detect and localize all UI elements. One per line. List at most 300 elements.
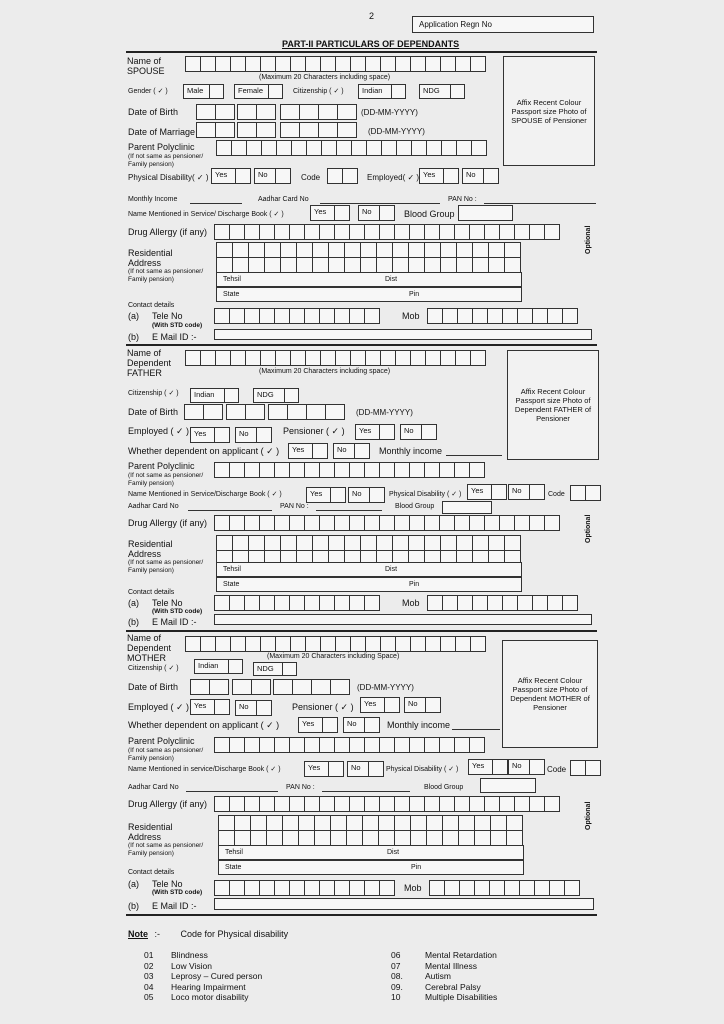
address-cell[interactable] xyxy=(409,243,425,258)
char-cell[interactable] xyxy=(245,350,261,366)
spouse-employed-no-checkbox[interactable] xyxy=(483,168,499,184)
address-cell[interactable] xyxy=(345,536,361,551)
gender-male-checkbox[interactable] xyxy=(209,84,224,99)
address-cell[interactable] xyxy=(457,258,473,273)
char-cell[interactable] xyxy=(562,595,578,611)
char-cell[interactable] xyxy=(246,140,262,156)
char-cell[interactable] xyxy=(319,308,335,324)
application-regn-field[interactable] xyxy=(412,16,594,33)
char-cell[interactable] xyxy=(275,56,291,72)
char-cell[interactable] xyxy=(489,880,505,896)
char-cell[interactable] xyxy=(274,737,290,753)
char-cell[interactable] xyxy=(306,140,322,156)
father-employed-no-checkbox[interactable] xyxy=(256,427,272,443)
char-cell[interactable] xyxy=(472,308,488,324)
char-cell[interactable] xyxy=(394,737,410,753)
char-cell[interactable] xyxy=(379,737,395,753)
char-cell[interactable] xyxy=(502,308,518,324)
address-cell[interactable] xyxy=(235,816,251,831)
char-cell[interactable] xyxy=(229,224,245,240)
father-name-input[interactable] xyxy=(185,350,485,366)
char-cell[interactable] xyxy=(549,880,565,896)
address-cell[interactable] xyxy=(249,258,265,273)
char-cell[interactable] xyxy=(455,636,471,652)
spouse-name-service-yes-checkbox[interactable] xyxy=(334,205,350,221)
address-cell[interactable] xyxy=(283,816,299,831)
char-cell[interactable] xyxy=(256,104,276,120)
char-cell[interactable] xyxy=(564,880,580,896)
char-cell[interactable] xyxy=(229,308,245,324)
char-cell[interactable] xyxy=(395,636,411,652)
address-cell[interactable] xyxy=(219,831,235,846)
char-cell[interactable] xyxy=(311,679,331,695)
address-cell[interactable] xyxy=(457,536,473,551)
address-cell[interactable] xyxy=(347,831,363,846)
address-cell[interactable] xyxy=(395,831,411,846)
father-citizenship-ndg-checkbox[interactable] xyxy=(284,388,299,403)
char-cell[interactable] xyxy=(429,880,445,896)
address-cell[interactable] xyxy=(491,831,507,846)
address-cell[interactable] xyxy=(441,258,457,273)
address-cell[interactable] xyxy=(329,536,345,551)
char-cell[interactable] xyxy=(245,404,265,420)
address-cell[interactable] xyxy=(409,258,425,273)
spouse-polyclinic-input[interactable] xyxy=(216,140,486,156)
citizenship-indian-checkbox[interactable] xyxy=(391,84,406,99)
spouse-code-input[interactable] xyxy=(327,168,357,184)
mother-dob-day[interactable] xyxy=(190,679,228,695)
spouse-email-input[interactable] xyxy=(214,329,592,340)
char-cell[interactable] xyxy=(499,224,515,240)
char-cell[interactable] xyxy=(424,796,440,812)
address-cell[interactable] xyxy=(345,258,361,273)
char-cell[interactable] xyxy=(214,595,230,611)
char-cell[interactable] xyxy=(244,796,260,812)
address-cell[interactable] xyxy=(489,243,505,258)
char-cell[interactable] xyxy=(229,515,245,531)
char-cell[interactable] xyxy=(454,462,470,478)
char-cell[interactable] xyxy=(365,636,381,652)
father-dependent-no[interactable] xyxy=(333,443,355,459)
char-cell[interactable] xyxy=(260,350,276,366)
char-cell[interactable] xyxy=(365,350,381,366)
char-cell[interactable] xyxy=(244,515,260,531)
address-cell[interactable] xyxy=(315,831,331,846)
char-cell[interactable] xyxy=(318,104,338,120)
address-cell[interactable] xyxy=(475,831,491,846)
mother-pensioner-yes[interactable] xyxy=(360,697,385,713)
char-cell[interactable] xyxy=(251,679,271,695)
char-cell[interactable] xyxy=(410,56,426,72)
address-cell[interactable] xyxy=(267,816,283,831)
char-cell[interactable] xyxy=(259,880,275,896)
char-cell[interactable] xyxy=(349,595,365,611)
mother-pensioner-yes-checkbox[interactable] xyxy=(384,697,400,713)
char-cell[interactable] xyxy=(502,595,518,611)
address-cell[interactable] xyxy=(361,258,377,273)
char-cell[interactable] xyxy=(304,796,320,812)
char-cell[interactable] xyxy=(237,104,257,120)
char-cell[interactable] xyxy=(440,56,456,72)
char-cell[interactable] xyxy=(381,140,397,156)
address-cell[interactable] xyxy=(233,258,249,273)
address-cell[interactable] xyxy=(299,831,315,846)
char-cell[interactable] xyxy=(203,404,223,420)
char-cell[interactable] xyxy=(185,636,201,652)
char-cell[interactable] xyxy=(532,308,548,324)
char-cell[interactable] xyxy=(379,515,395,531)
mother-address-grid[interactable] xyxy=(218,815,523,846)
char-cell[interactable] xyxy=(289,595,305,611)
char-cell[interactable] xyxy=(427,595,443,611)
spouse-dom-month[interactable] xyxy=(237,122,275,138)
char-cell[interactable] xyxy=(259,308,275,324)
char-cell[interactable] xyxy=(274,515,290,531)
char-cell[interactable] xyxy=(289,462,305,478)
father-name-service-no[interactable] xyxy=(348,487,370,503)
char-cell[interactable] xyxy=(200,56,216,72)
father-tehsil-dist-row[interactable] xyxy=(216,562,522,577)
citizenship-ndg-option[interactable] xyxy=(419,84,451,99)
char-cell[interactable] xyxy=(337,122,357,138)
char-cell[interactable] xyxy=(425,636,441,652)
char-cell[interactable] xyxy=(350,56,366,72)
char-cell[interactable] xyxy=(334,308,350,324)
address-cell[interactable] xyxy=(265,258,281,273)
char-cell[interactable] xyxy=(335,56,351,72)
address-cell[interactable] xyxy=(267,831,283,846)
char-cell[interactable] xyxy=(499,796,515,812)
spouse-dom-day[interactable] xyxy=(196,122,234,138)
char-cell[interactable] xyxy=(440,350,456,366)
char-cell[interactable] xyxy=(570,485,586,501)
mother-dependent-no-checkbox[interactable] xyxy=(364,717,380,733)
mother-name-service-yes[interactable] xyxy=(304,761,329,777)
address-cell[interactable] xyxy=(251,831,267,846)
char-cell[interactable] xyxy=(469,462,485,478)
char-cell[interactable] xyxy=(261,140,277,156)
address-cell[interactable] xyxy=(235,831,251,846)
char-cell[interactable] xyxy=(230,56,246,72)
address-cell[interactable] xyxy=(475,816,491,831)
mother-dependent-no[interactable] xyxy=(343,717,365,733)
char-cell[interactable] xyxy=(424,515,440,531)
char-cell[interactable] xyxy=(215,104,235,120)
char-cell[interactable] xyxy=(289,224,305,240)
father-disability-yes-checkbox[interactable] xyxy=(491,484,507,500)
spouse-drug-allergy-input[interactable] xyxy=(214,224,559,240)
father-disability-no-checkbox[interactable] xyxy=(529,484,545,500)
char-cell[interactable] xyxy=(349,224,365,240)
address-cell[interactable] xyxy=(379,831,395,846)
address-cell[interactable] xyxy=(425,536,441,551)
char-cell[interactable] xyxy=(366,140,382,156)
char-cell[interactable] xyxy=(334,515,350,531)
mother-email-input[interactable] xyxy=(214,898,594,910)
char-cell[interactable] xyxy=(305,350,321,366)
address-cell[interactable] xyxy=(411,831,427,846)
char-cell[interactable] xyxy=(424,224,440,240)
char-cell[interactable] xyxy=(487,308,503,324)
father-dependent-yes[interactable] xyxy=(288,443,313,459)
char-cell[interactable] xyxy=(409,462,425,478)
char-cell[interactable] xyxy=(349,880,365,896)
char-cell[interactable] xyxy=(349,737,365,753)
char-cell[interactable] xyxy=(470,350,486,366)
char-cell[interactable] xyxy=(425,56,441,72)
char-cell[interactable] xyxy=(439,515,455,531)
mother-citizenship-indian-checkbox[interactable] xyxy=(228,659,243,674)
address-cell[interactable] xyxy=(473,536,489,551)
address-cell[interactable] xyxy=(265,536,281,551)
father-citizenship-ndg[interactable] xyxy=(253,388,285,403)
char-cell[interactable] xyxy=(214,737,230,753)
char-cell[interactable] xyxy=(259,796,275,812)
char-cell[interactable] xyxy=(380,636,396,652)
char-cell[interactable] xyxy=(276,140,292,156)
char-cell[interactable] xyxy=(349,796,365,812)
char-cell[interactable] xyxy=(244,462,260,478)
char-cell[interactable] xyxy=(380,56,396,72)
address-cell[interactable] xyxy=(313,258,329,273)
char-cell[interactable] xyxy=(334,880,350,896)
father-tele-input[interactable] xyxy=(214,595,379,611)
char-cell[interactable] xyxy=(230,350,246,366)
address-cell[interactable] xyxy=(379,816,395,831)
address-cell[interactable] xyxy=(427,816,443,831)
char-cell[interactable] xyxy=(185,350,201,366)
spouse-name-service-no-checkbox[interactable] xyxy=(379,205,395,221)
spouse-name-service-no[interactable] xyxy=(358,205,380,221)
char-cell[interactable] xyxy=(517,308,533,324)
father-state-pin-row[interactable] xyxy=(216,577,522,592)
char-cell[interactable] xyxy=(409,796,425,812)
char-cell[interactable] xyxy=(231,140,247,156)
char-cell[interactable] xyxy=(319,462,335,478)
char-cell[interactable] xyxy=(290,350,306,366)
char-cell[interactable] xyxy=(319,515,335,531)
address-cell[interactable] xyxy=(457,243,473,258)
char-cell[interactable] xyxy=(350,350,366,366)
char-cell[interactable] xyxy=(457,595,473,611)
char-cell[interactable] xyxy=(455,350,471,366)
char-cell[interactable] xyxy=(439,462,455,478)
char-cell[interactable] xyxy=(245,56,261,72)
spouse-employed-yes-checkbox[interactable] xyxy=(443,168,459,184)
address-cell[interactable] xyxy=(441,536,457,551)
char-cell[interactable] xyxy=(304,224,320,240)
gender-female-checkbox[interactable] xyxy=(268,84,283,99)
address-cell[interactable] xyxy=(489,258,505,273)
char-cell[interactable] xyxy=(444,880,460,896)
char-cell[interactable] xyxy=(365,56,381,72)
char-cell[interactable] xyxy=(457,308,473,324)
char-cell[interactable] xyxy=(504,880,520,896)
address-cell[interactable] xyxy=(315,816,331,831)
mother-dependent-yes-checkbox[interactable] xyxy=(322,717,338,733)
char-cell[interactable] xyxy=(547,595,563,611)
char-cell[interactable] xyxy=(455,56,471,72)
address-cell[interactable] xyxy=(505,536,521,551)
char-cell[interactable] xyxy=(232,679,252,695)
address-cell[interactable] xyxy=(219,816,235,831)
address-cell[interactable] xyxy=(249,536,265,551)
char-cell[interactable] xyxy=(439,737,455,753)
char-cell[interactable] xyxy=(304,737,320,753)
mother-pan-line[interactable] xyxy=(322,791,410,792)
char-cell[interactable] xyxy=(364,462,380,478)
address-cell[interactable] xyxy=(233,243,249,258)
char-cell[interactable] xyxy=(426,140,442,156)
char-cell[interactable] xyxy=(184,404,204,420)
char-cell[interactable] xyxy=(273,679,293,695)
char-cell[interactable] xyxy=(229,880,245,896)
father-dependent-yes-checkbox[interactable] xyxy=(312,443,328,459)
mother-disability-yes[interactable] xyxy=(468,759,493,775)
spouse-monthly-income-line[interactable] xyxy=(190,203,242,204)
address-cell[interactable] xyxy=(217,258,233,273)
char-cell[interactable] xyxy=(334,595,350,611)
char-cell[interactable] xyxy=(424,737,440,753)
char-cell[interactable] xyxy=(440,636,456,652)
mother-state-pin-row[interactable] xyxy=(218,860,524,875)
father-citizenship-indian[interactable] xyxy=(190,388,225,403)
char-cell[interactable] xyxy=(409,737,425,753)
father-pan-line[interactable] xyxy=(316,510,382,511)
char-cell[interactable] xyxy=(364,308,380,324)
char-cell[interactable] xyxy=(335,350,351,366)
spouse-dob-day[interactable] xyxy=(196,104,234,120)
address-cell[interactable] xyxy=(393,243,409,258)
father-disability-no[interactable] xyxy=(508,484,530,500)
address-cell[interactable] xyxy=(473,258,489,273)
address-cell[interactable] xyxy=(283,831,299,846)
mother-tehsil-dist-row[interactable] xyxy=(218,845,524,860)
address-cell[interactable] xyxy=(329,243,345,258)
spouse-tehsil-dist-row[interactable] xyxy=(216,272,522,287)
char-cell[interactable] xyxy=(319,224,335,240)
address-cell[interactable] xyxy=(233,536,249,551)
char-cell[interactable] xyxy=(454,224,470,240)
char-cell[interactable] xyxy=(214,880,230,896)
mother-blood-group-input[interactable] xyxy=(480,778,536,793)
address-cell[interactable] xyxy=(377,258,393,273)
char-cell[interactable] xyxy=(380,350,396,366)
char-cell[interactable] xyxy=(215,636,231,652)
mother-pensioner-no[interactable] xyxy=(404,697,426,713)
father-pensioner-yes[interactable] xyxy=(355,424,380,440)
char-cell[interactable] xyxy=(209,679,229,695)
char-cell[interactable] xyxy=(319,737,335,753)
char-cell[interactable] xyxy=(532,595,548,611)
father-code-input[interactable] xyxy=(570,485,600,501)
address-cell[interactable] xyxy=(505,258,521,273)
address-cell[interactable] xyxy=(331,816,347,831)
spouse-employed-no[interactable] xyxy=(462,168,484,184)
char-cell[interactable] xyxy=(336,140,352,156)
char-cell[interactable] xyxy=(244,737,260,753)
mother-code-input[interactable] xyxy=(570,760,600,776)
char-cell[interactable] xyxy=(474,880,490,896)
char-cell[interactable] xyxy=(396,140,412,156)
char-cell[interactable] xyxy=(562,308,578,324)
address-cell[interactable] xyxy=(409,536,425,551)
char-cell[interactable] xyxy=(411,140,427,156)
char-cell[interactable] xyxy=(519,880,535,896)
spouse-mob-input[interactable] xyxy=(427,308,577,324)
char-cell[interactable] xyxy=(196,122,216,138)
char-cell[interactable] xyxy=(200,350,216,366)
char-cell[interactable] xyxy=(299,104,319,120)
father-monthly-income-line[interactable] xyxy=(446,455,502,456)
char-cell[interactable] xyxy=(456,140,472,156)
char-cell[interactable] xyxy=(499,515,515,531)
char-cell[interactable] xyxy=(216,140,232,156)
char-cell[interactable] xyxy=(304,462,320,478)
char-cell[interactable] xyxy=(585,760,601,776)
char-cell[interactable] xyxy=(454,796,470,812)
father-dob-day[interactable] xyxy=(184,404,222,420)
spouse-blood-group-input[interactable] xyxy=(458,205,513,221)
char-cell[interactable] xyxy=(214,462,230,478)
char-cell[interactable] xyxy=(394,462,410,478)
char-cell[interactable] xyxy=(334,796,350,812)
citizenship-ndg-checkbox[interactable] xyxy=(450,84,465,99)
mother-citizenship-indian[interactable] xyxy=(194,659,229,674)
char-cell[interactable] xyxy=(514,796,530,812)
char-cell[interactable] xyxy=(334,737,350,753)
char-cell[interactable] xyxy=(585,485,601,501)
mother-citizenship-ndg[interactable] xyxy=(253,662,283,676)
spouse-disability-yes-checkbox[interactable] xyxy=(235,168,251,184)
char-cell[interactable] xyxy=(291,140,307,156)
char-cell[interactable] xyxy=(260,636,276,652)
char-cell[interactable] xyxy=(470,636,486,652)
char-cell[interactable] xyxy=(274,880,290,896)
char-cell[interactable] xyxy=(274,224,290,240)
address-cell[interactable] xyxy=(427,831,443,846)
char-cell[interactable] xyxy=(196,104,216,120)
char-cell[interactable] xyxy=(544,515,560,531)
mother-dependent-yes[interactable] xyxy=(298,717,323,733)
char-cell[interactable] xyxy=(349,462,365,478)
address-cell[interactable] xyxy=(507,831,523,846)
address-cell[interactable] xyxy=(507,816,523,831)
father-name-service-yes-checkbox[interactable] xyxy=(330,487,346,503)
char-cell[interactable] xyxy=(304,880,320,896)
char-cell[interactable] xyxy=(259,515,275,531)
char-cell[interactable] xyxy=(364,515,380,531)
char-cell[interactable] xyxy=(327,168,343,184)
spouse-address-grid[interactable] xyxy=(216,242,521,273)
char-cell[interactable] xyxy=(334,462,350,478)
char-cell[interactable] xyxy=(529,515,545,531)
address-cell[interactable] xyxy=(347,816,363,831)
char-cell[interactable] xyxy=(325,404,345,420)
address-cell[interactable] xyxy=(329,258,345,273)
char-cell[interactable] xyxy=(274,308,290,324)
char-cell[interactable] xyxy=(487,595,503,611)
char-cell[interactable] xyxy=(287,404,307,420)
char-cell[interactable] xyxy=(570,760,586,776)
char-cell[interactable] xyxy=(319,595,335,611)
address-cell[interactable] xyxy=(489,536,505,551)
char-cell[interactable] xyxy=(330,679,350,695)
spouse-employed-yes[interactable] xyxy=(419,168,444,184)
char-cell[interactable] xyxy=(351,140,367,156)
spouse-state-pin-row[interactable] xyxy=(216,287,522,302)
address-cell[interactable] xyxy=(297,258,313,273)
